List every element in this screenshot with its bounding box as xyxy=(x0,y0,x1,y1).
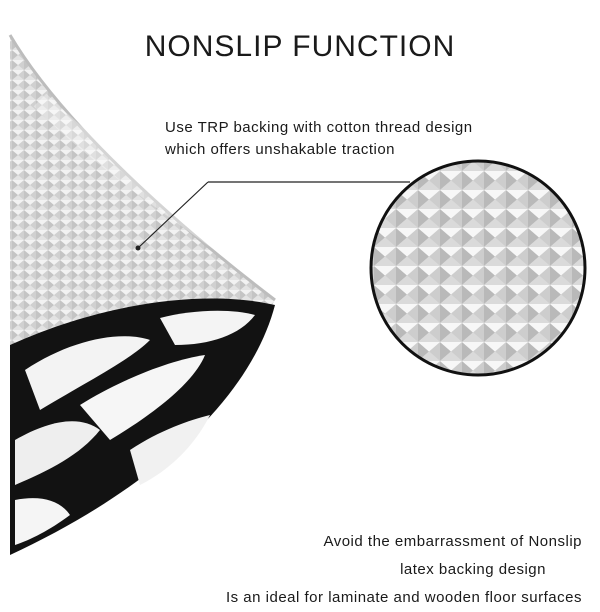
top-caption-line-1: Use TRP backing with cotton thread design xyxy=(165,119,473,136)
bottom-caption-line-3: Is an ideal for laminate and wooden floor surfaces xyxy=(225,589,582,606)
magnified-texture-circle xyxy=(371,161,585,375)
bottom-caption-line-1: Avoid the embarrassment of Nonslip xyxy=(323,533,582,550)
rug-backing xyxy=(10,35,275,345)
bottom-caption xyxy=(226,528,582,612)
bottom-caption-line-2: latex backing design xyxy=(400,561,546,578)
top-caption xyxy=(165,117,473,161)
rug-pile xyxy=(10,298,275,555)
top-caption-line-2: which offers unshakable traction xyxy=(165,141,396,158)
page-title: NONSLIP FUNCTION xyxy=(144,30,456,63)
